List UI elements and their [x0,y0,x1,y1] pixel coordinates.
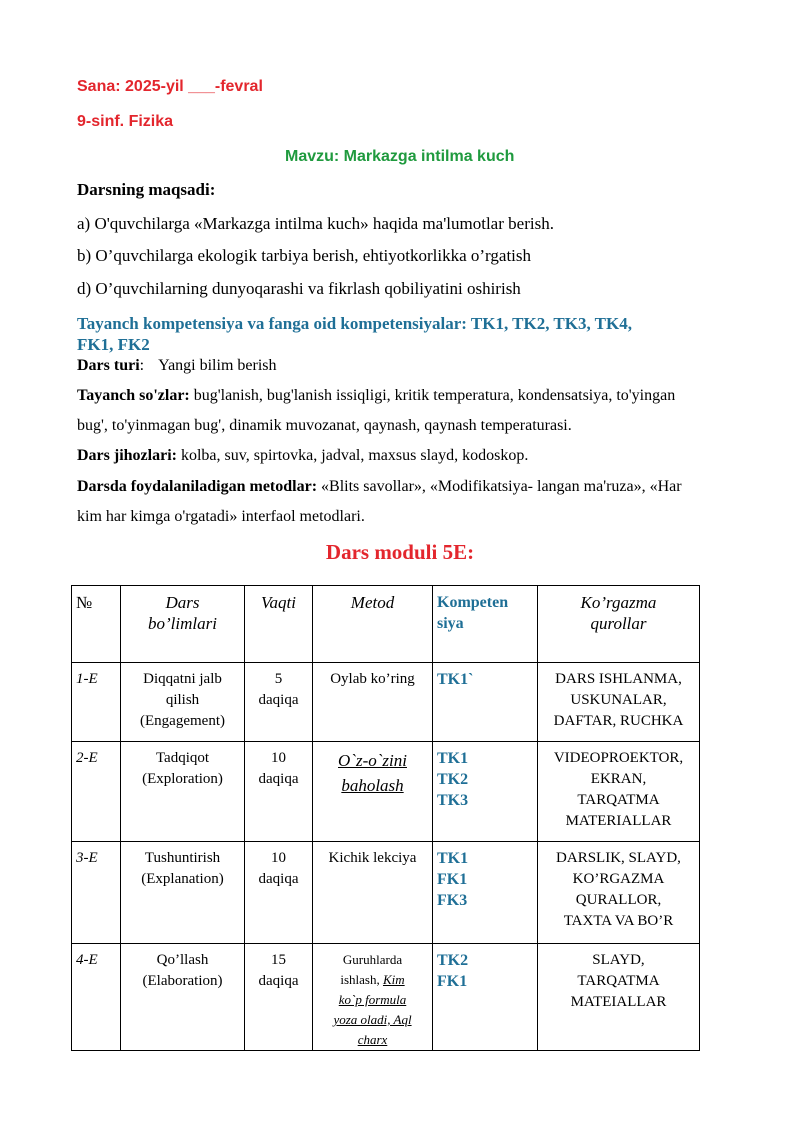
cell-line: daqiqa [258,771,299,787]
methods-line [77,478,682,496]
cell-line: MATERIALLAR [565,813,672,829]
cell-line: ko`p formula [338,992,407,1007]
cell-line: O`z-o`zini [338,751,407,770]
lesson-type-label: Dars turi [77,357,140,374]
keywords-line [77,387,675,405]
header-text: qurollar [590,614,647,633]
cell-line: TARQATMA [577,792,660,808]
cell-line: (Elaboration) [142,973,223,989]
cell-line: TARQATMA [577,973,660,989]
cell-line: (Engagement) [140,713,225,729]
cell-line: TK2 [437,952,469,969]
cell-line: TK1` [437,671,474,688]
row-section [121,663,245,742]
date-line: Sana: 2025-yil ___-fevral [77,78,263,95]
methods-text: «Blits savollar», «Modifikatsiya- langan ma'ruza», «Har [321,478,682,495]
row-time [245,663,313,742]
cell-line: DARS ISHLANMA, [555,671,682,687]
header-method: Metod [313,586,433,663]
row-method [313,742,433,842]
cell-line: TK2 [437,771,469,788]
keywords-label: Tayanch so'zlar: [77,387,190,404]
cell-line: daqiqa [258,871,299,887]
header-sections [121,586,245,663]
cell-line: DARSLIK, SLAYD, [556,850,681,866]
equipment-label: Dars jihozlari: [77,447,177,464]
cell-line: 15 [271,952,286,968]
cell-line: QURALLOR, [575,892,662,908]
grade-subject: 9-sinf. Fizika [77,113,174,130]
row-competency [433,842,538,944]
cell-line: Guruhlarda [342,952,403,967]
keywords-text: bug'lanish, bug'lanish issiqligi, kritik temperatura, kondensatsiya, to'yingan [193,387,676,404]
row-section [121,842,245,944]
row-visual-aids [538,663,700,742]
lesson-type-colon: : [139,357,145,374]
equipment-text: kolba, suv, spirtovka, jadval, maxsus slayd, kodoskop. [180,447,529,464]
header-time: Vaqti [245,586,313,663]
cell-line: yoza oladi, Aql [333,1012,412,1027]
row-method: Oylab ko’ring [313,663,433,742]
lesson-type [77,357,277,375]
methods-text: kim har kimga o'rgatadi» interfaol metodlari. [77,508,365,525]
row-time [245,944,313,1051]
cell-line: FK1 [437,871,468,888]
cell-line: TAXTA VA BO’R [563,913,674,929]
header-text: bo’limlari [148,614,217,633]
cell-line: VIDEOPROEKTOR, [553,750,684,766]
row-competency [433,944,538,1051]
row-time [245,742,313,842]
goal-item: a) O'quvchilarga «Markazga intilma kuch» haqida ma'lumotlar berish. [77,214,554,233]
cell-line: Qo’llash [156,952,209,968]
table-row [72,944,700,1051]
cell-line: DAFTAR, RUCHKA [553,713,684,729]
cell-line: TK3 [437,792,469,809]
cell-line: baholash [341,776,404,795]
lesson-modules-table [71,585,700,1051]
cell-line: 10 [271,850,286,866]
table-row [72,842,700,944]
competencies-line: Tayanch kompetensiya va fanga oid kompetensiyalar: TK1, TK2, TK3, TK4, [77,314,632,333]
cell-line: KO’RGAZMA [572,871,665,887]
row-number: 3-E [72,842,121,944]
cell-line: charx [357,1032,388,1047]
cell-line: daqiqa [258,692,299,708]
header-competency [433,586,538,663]
header-number: № [72,586,121,663]
cell-line: FK1 [437,973,468,990]
header-visual-aids [538,586,700,663]
row-number: 2-E [72,742,121,842]
row-number: 4-E [72,944,121,1051]
header-text: siya [437,615,464,632]
row-competency [433,663,538,742]
table-row [72,742,700,842]
header-text: Kompeten [437,594,509,611]
competencies-line: FK1, FK2 [77,335,150,354]
equipment-line [77,447,528,465]
cell-text: ishlash, [340,972,380,987]
cell-line: SLAYD, [592,952,645,968]
cell-line: EKRAN, [590,771,647,787]
cell-line: Tushuntirish [144,850,221,866]
methods-label: Darsda foydalaniladigan metodlar: [77,478,318,495]
cell-line: MATEIALLAR [570,994,667,1010]
cell-line: TK1 [437,850,469,867]
row-time [245,842,313,944]
cell-line: daqiqa [258,973,299,989]
goal-item: d) O’quvchilarning dunyoqarashi va fikrlash qobiliyatini oshirish [77,279,521,298]
row-visual-aids [538,944,700,1051]
cell-line: qilish [165,692,200,708]
cell-text: Kim [382,972,405,987]
cell-line: TK1 [437,750,469,767]
row-section [121,742,245,842]
row-competency [433,742,538,842]
table-header-row [72,586,700,663]
cell-line: Diqqatni jalb [143,671,222,687]
goals-heading: Darsning maqsadi: [77,180,216,199]
topic-title: Mavzu: Markazga intilma kuch [285,148,515,165]
keywords-text: bug', to'yinmagan bug', dinamik muvozanat, qaynash, qaynash temperaturasi. [77,417,572,434]
cell-line: 5 [274,671,283,687]
cell-line: Tadqiqot [155,750,210,766]
lesson-type-value: Yangi bilim berish [158,357,277,374]
cell-line: (Explanation) [141,871,224,887]
header-text: Dars [165,593,200,612]
header-text: Ko’rgazma [580,593,657,612]
goal-item: b) O’quvchilarga ekologik tarbiya berish, ehtiyotkorlikka o’rgatish [77,246,532,265]
cell-line: USKUNALAR, [570,692,667,708]
row-number: 1-E [72,663,121,742]
row-section [121,944,245,1051]
cell-line [317,970,428,990]
row-method [313,944,433,1051]
row-visual-aids [538,742,700,842]
cell-line: FK3 [437,892,468,909]
row-method: Kichik lekciya [313,842,433,944]
table-row [72,663,700,742]
cell-line: (Exploration) [142,771,223,787]
module-title: Dars moduli 5E: [325,540,475,564]
cell-line: 10 [271,750,286,766]
row-visual-aids [538,842,700,944]
